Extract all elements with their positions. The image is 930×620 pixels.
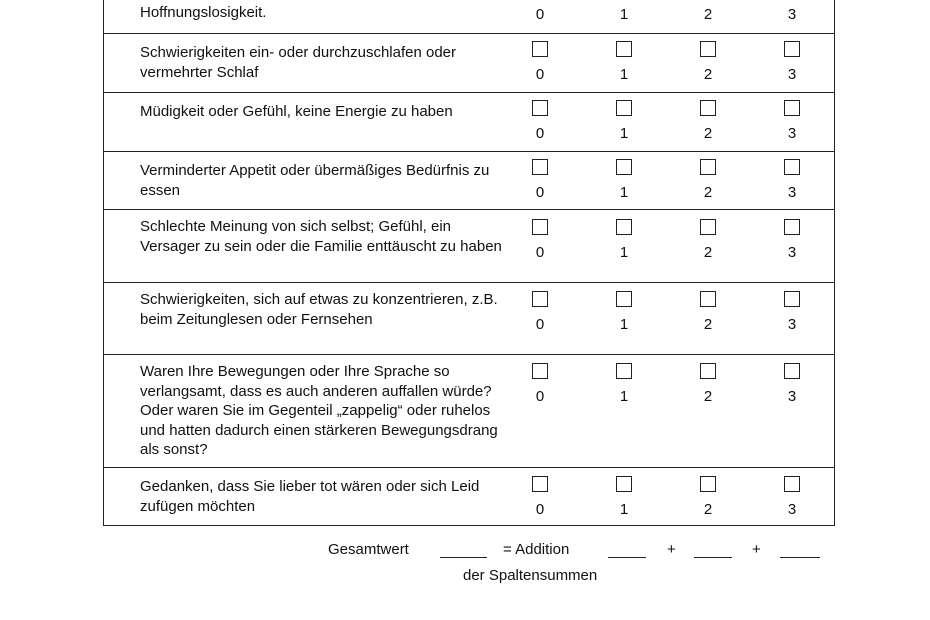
question-text: Hoffnungslosigkeit. xyxy=(140,4,267,21)
checkbox[interactable] xyxy=(784,291,800,307)
question-text: Verminderter Appetit oder übermäßiges Bedürfnis zu essen xyxy=(140,162,490,199)
option-value: 2 xyxy=(703,184,713,201)
option-value: 1 xyxy=(619,316,629,333)
option-value: 1 xyxy=(619,6,629,23)
question-text: Schwierigkeiten, sich auf etwas zu konzentrieren, z.B. beim Zeitunglesen oder Fernsehen xyxy=(140,291,498,328)
option-3[interactable] xyxy=(772,476,812,519)
checkbox[interactable] xyxy=(532,100,548,116)
option-0[interactable] xyxy=(520,363,560,406)
checkbox[interactable] xyxy=(532,219,548,235)
checkbox[interactable] xyxy=(532,476,548,492)
checkbox[interactable] xyxy=(784,41,800,57)
question-text: Schlechte Meinung von sich selbst; Gefühl, ein Versager zu sein oder die Familie enttäuscht zu haben xyxy=(140,218,502,255)
plus-sign: + xyxy=(752,541,761,558)
option-value: 1 xyxy=(619,66,629,83)
option-value: 0 xyxy=(535,66,545,83)
question-text: Müdigkeit oder Gefühl, keine Energie zu haben xyxy=(140,103,453,120)
option-value: 3 xyxy=(787,244,797,261)
option-0[interactable] xyxy=(520,41,560,84)
option-2[interactable] xyxy=(688,219,728,262)
option-3[interactable] xyxy=(772,219,812,262)
plus-sign: + xyxy=(667,541,676,558)
option-1[interactable] xyxy=(604,100,644,143)
option-2[interactable] xyxy=(688,41,728,84)
question-text: Gedanken, dass Sie lieber tot wären oder sich Leid zufügen möchten xyxy=(140,478,480,515)
option-1[interactable] xyxy=(604,363,644,406)
total-label: Gesamtwert xyxy=(328,541,409,558)
option-value: 3 xyxy=(787,388,797,405)
checkbox[interactable] xyxy=(532,159,548,175)
checkbox[interactable] xyxy=(616,100,632,116)
option-value: 1 xyxy=(619,125,629,142)
checkbox[interactable] xyxy=(616,363,632,379)
option-1[interactable] xyxy=(604,6,644,24)
question-row-concentration xyxy=(104,282,834,354)
option-value: 0 xyxy=(535,6,545,23)
column-sums-label: der Spaltensummen xyxy=(463,567,598,584)
option-value: 2 xyxy=(703,6,713,23)
option-value: 0 xyxy=(535,184,545,201)
checkbox[interactable] xyxy=(616,41,632,57)
option-2[interactable] xyxy=(688,291,728,334)
checkbox[interactable] xyxy=(700,159,716,175)
checkbox[interactable] xyxy=(616,219,632,235)
checkbox[interactable] xyxy=(700,363,716,379)
question-row-sleep xyxy=(104,33,834,92)
option-value: 2 xyxy=(703,125,713,142)
option-2[interactable] xyxy=(688,159,728,202)
option-0[interactable] xyxy=(520,159,560,202)
option-value: 0 xyxy=(535,244,545,261)
option-0[interactable] xyxy=(520,6,560,24)
checkbox[interactable] xyxy=(784,363,800,379)
option-value: 2 xyxy=(703,501,713,518)
question-row-fatigue xyxy=(104,92,834,151)
checkbox[interactable] xyxy=(532,291,548,307)
option-value: 3 xyxy=(787,125,797,142)
checkbox[interactable] xyxy=(616,159,632,175)
checkbox[interactable] xyxy=(784,159,800,175)
checkbox[interactable] xyxy=(700,219,716,235)
option-value: 0 xyxy=(535,316,545,333)
option-value: 1 xyxy=(619,184,629,201)
option-1[interactable] xyxy=(604,476,644,519)
option-value: 0 xyxy=(535,501,545,518)
option-value: 3 xyxy=(787,316,797,333)
checkbox[interactable] xyxy=(532,41,548,57)
option-value: 1 xyxy=(619,388,629,405)
column-sum-blank-2[interactable] xyxy=(694,557,732,558)
option-value: 1 xyxy=(619,244,629,261)
checkbox[interactable] xyxy=(700,100,716,116)
option-3[interactable] xyxy=(772,159,812,202)
option-1[interactable] xyxy=(604,159,644,202)
option-1[interactable] xyxy=(604,219,644,262)
option-2[interactable] xyxy=(688,6,728,24)
option-2[interactable] xyxy=(688,363,728,406)
option-3[interactable] xyxy=(772,291,812,334)
question-text: Schwierigkeiten ein- oder durchzuschlafen oder vermehrter Schlaf xyxy=(140,44,457,81)
option-0[interactable] xyxy=(520,219,560,262)
equals-addition-label: = Addition xyxy=(503,541,570,558)
option-3[interactable] xyxy=(772,41,812,84)
column-sum-blank-1[interactable] xyxy=(608,557,646,558)
option-value: 3 xyxy=(787,184,797,201)
option-value: 1 xyxy=(619,501,629,518)
checkbox[interactable] xyxy=(784,100,800,116)
question-row-psychomotor xyxy=(104,354,834,467)
checkbox[interactable] xyxy=(700,476,716,492)
checkbox[interactable] xyxy=(532,363,548,379)
option-value: 2 xyxy=(703,66,713,83)
option-value: 3 xyxy=(787,66,797,83)
checkbox[interactable] xyxy=(700,41,716,57)
option-1[interactable] xyxy=(604,41,644,84)
checkbox[interactable] xyxy=(784,476,800,492)
option-value: 2 xyxy=(703,388,713,405)
option-3[interactable] xyxy=(772,100,812,143)
option-0[interactable] xyxy=(520,476,560,519)
questionnaire-table xyxy=(103,0,835,526)
option-0[interactable] xyxy=(520,100,560,143)
checkbox[interactable] xyxy=(784,219,800,235)
option-value: 0 xyxy=(535,388,545,405)
question-row-self-esteem xyxy=(104,209,834,282)
question-row-appetite xyxy=(104,151,834,209)
option-2[interactable] xyxy=(688,476,728,519)
option-value: 3 xyxy=(787,6,797,23)
option-3[interactable] xyxy=(772,6,812,24)
option-value: 2 xyxy=(703,244,713,261)
option-2[interactable] xyxy=(688,100,728,143)
question-row-hopelessness xyxy=(104,0,834,33)
option-1[interactable] xyxy=(604,291,644,334)
option-value: 3 xyxy=(787,501,797,518)
option-0[interactable] xyxy=(520,291,560,334)
question-row-suicidal-thoughts xyxy=(104,467,834,526)
checkbox[interactable] xyxy=(616,291,632,307)
checkbox[interactable] xyxy=(616,476,632,492)
total-blank[interactable] xyxy=(440,557,487,558)
option-value: 2 xyxy=(703,316,713,333)
column-sum-blank-3[interactable] xyxy=(780,557,820,558)
checkbox[interactable] xyxy=(700,291,716,307)
question-text: Waren Ihre Bewegungen oder Ihre Sprache so verlangsamt, dass es auch anderen auffallen würde? Oder waren Sie im Gegenteil „zappelig“ oder ruhelos und hatten dadurch einen stärkeren Bewegungsdrang als sonst? xyxy=(140,363,498,458)
option-3[interactable] xyxy=(772,363,812,406)
option-value: 0 xyxy=(535,125,545,142)
